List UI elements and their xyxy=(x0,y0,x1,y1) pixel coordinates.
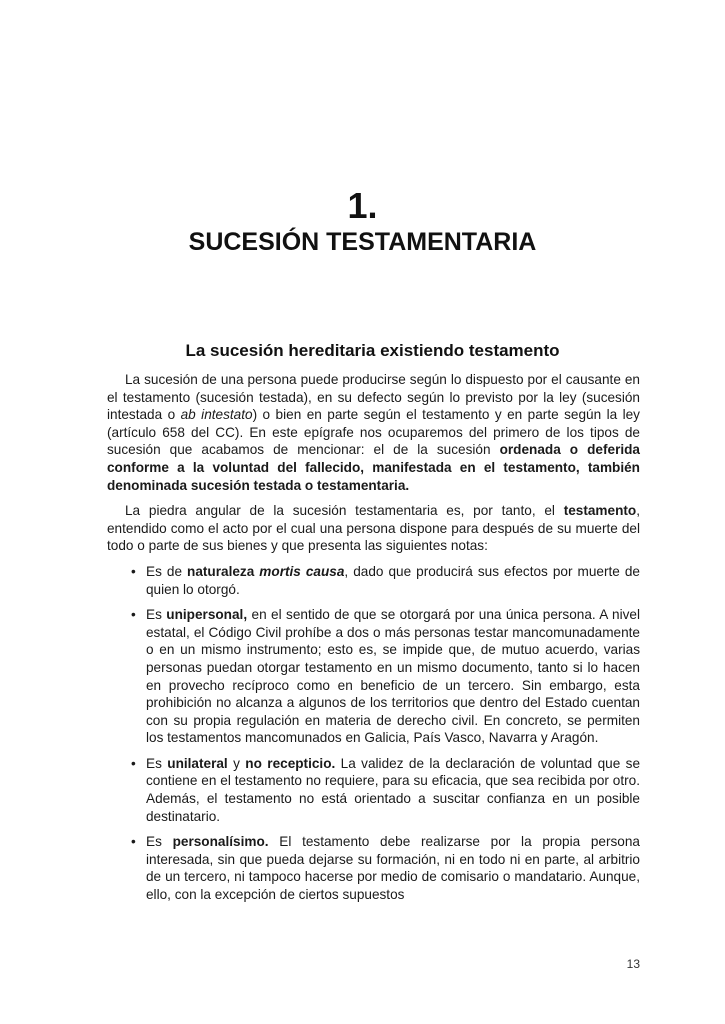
text-run: La piedra angular de la sucesión testamentaria es, por tanto, el xyxy=(125,503,564,519)
text-run: y xyxy=(227,755,246,771)
paragraph-testamento xyxy=(107,502,640,555)
list-item xyxy=(131,833,640,903)
text-run: Es xyxy=(146,607,167,623)
list-item xyxy=(131,606,640,747)
italic-term: ab intestato xyxy=(180,407,253,423)
text-run: Es de xyxy=(146,563,188,579)
italic-term: mortis causa xyxy=(259,563,345,579)
notes-list xyxy=(107,563,640,904)
bullet-icon: • xyxy=(131,607,136,623)
text-run: El testamento debe realizarse por la propia persona interesada, sin que pueda dejarse su formación, ni en todo ni en parte, al arbitrio de un tercero, ni tampoco hacerse por medio de comisario o mandatario. Aunque, ello, con la excepción de ciertos supuestos xyxy=(146,834,640,903)
list-item xyxy=(131,755,640,825)
text-run: La validez de la declaración de voluntad que se contiene en el testamento no requiere, para su eficacia, que sea recibida por otro. Además, el testamento no está orientado a suscitar confianza en un posible destinatario. xyxy=(146,755,640,824)
text-run: , dado que producirá sus efectos por muerte de quien lo otorgó. xyxy=(146,563,640,597)
bold-term: naturaleza xyxy=(187,563,260,579)
bold-term: testamento xyxy=(563,503,637,519)
chapter-title: SUCESIÓN TESTAMENTARIA xyxy=(188,228,537,256)
bold-phrase: ordenada o deferida conforme a la voluntad del fallecido, manifestada en el testamento, también denominada sucesión testada o testamentaria. xyxy=(107,442,640,493)
bold-term: no recepticio. xyxy=(245,755,336,771)
page-number: 13 xyxy=(626,957,640,971)
bullet-icon: • xyxy=(131,755,136,771)
bullet-icon: • xyxy=(131,563,136,579)
text-run: La sucesión de una persona puede producirse según lo dispuesto por el causante en el testamento (sucesión testada), en su defecto según lo previsto por la ley (sucesión intestada o xyxy=(107,372,640,423)
text-run: Es xyxy=(146,834,173,850)
list-item xyxy=(131,563,640,598)
bold-italic-term xyxy=(259,564,344,579)
bullet-icon: • xyxy=(131,834,136,850)
bold-term: unilateral xyxy=(167,755,228,771)
text-run: en el sentido de que se otorgará por una única persona. A nivel estatal, el Código Civil prohíbe a dos o más personas testar mancomunadamente o en un mismo instrumento; esto es, se impide que, de mutuo acuerdo, varias personas puedan otorgar testamento en un mismo documento, tanto si lo hacen en provecho recíproco como en beneficio de un tercero. Sin embargo, esta prohibición no alcanza a algunos de los territorios que dentro del Estado cuentan con su propia regulación en materia de derecho civil. En concreto, se permiten los testamentos mancomunados en Galicia, País Vasco, Navarra y Aragón. xyxy=(146,607,640,746)
text-run: , entendido como el acto por el cual una persona dispone para después de su muerte del todo o parte de sus bienes y que presenta las siguientes notas: xyxy=(107,503,640,554)
paragraph-intro xyxy=(107,371,640,494)
text-run: Es xyxy=(146,755,168,771)
bold-term: personalísimo. xyxy=(172,834,269,850)
body-text xyxy=(107,371,640,912)
chapter-number: 1. xyxy=(347,185,378,226)
text-run: ) o bien en parte según el testamento y en parte según la ley (artículo 658 del CC). En este epígrafe nos ocuparemos del primero de los tipos de sucesión que acabamos de mencionar: el de la sucesión xyxy=(107,407,640,458)
section-heading: La sucesión hereditaria existiendo testamento xyxy=(185,341,560,360)
bold-term: unipersonal, xyxy=(166,607,248,623)
